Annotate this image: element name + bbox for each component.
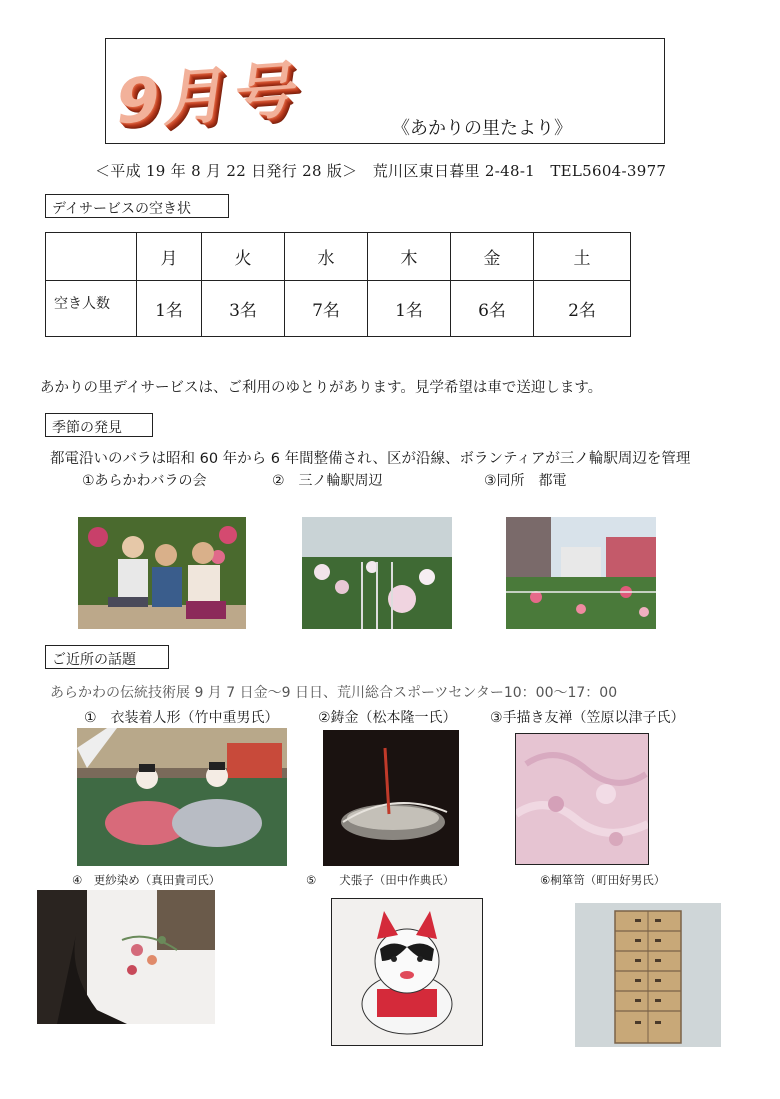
neighborhood-section-title: ご近所の話題 xyxy=(45,645,169,669)
photo-caption: ② 三ノ輪駅周辺 xyxy=(272,473,383,489)
vacancy-cell: 7名 xyxy=(285,281,368,337)
photo-caption: ③手描き友禅（笠原以津子氏） xyxy=(490,710,685,726)
season-section-title: 季節の発見 xyxy=(45,413,153,437)
day-header: 土 xyxy=(534,233,631,281)
day-header: 金 xyxy=(451,233,534,281)
newsletter-name: 《あかりの里たより》 xyxy=(392,118,572,139)
vacancy-cell: 2名 xyxy=(534,281,631,337)
day-header: 木 xyxy=(368,233,451,281)
photo-caption: ⑤ 犬張子（田中作典氏） xyxy=(306,873,455,887)
photo-caption: ①あらかわバラの会 xyxy=(82,473,207,489)
toden-tram-photo xyxy=(506,517,656,629)
photo-caption: ③同所 都電 xyxy=(484,473,567,489)
vacancy-cell: 1名 xyxy=(137,281,202,337)
day-service-section-title: デイサービスの空き状 xyxy=(45,194,229,218)
kiri-chest-photo xyxy=(575,903,721,1047)
costume-doll-photo xyxy=(77,728,287,866)
vacancy-note: あかりの里デイサービスは、ご利用のゆとりがあります。見学希望は車で送迎します。 xyxy=(40,380,603,396)
issue-info: ＜平成 19 年 8 月 22 日発行 28 版＞ 荒川区東日暮里 2-48-1 TEL5604-3977 xyxy=(95,162,667,180)
sarasa-dyeing-photo xyxy=(37,890,215,1024)
vacancy-cell: 6名 xyxy=(451,281,534,337)
inuhariko-dog-photo xyxy=(331,898,483,1046)
vacancy-cell: 1名 xyxy=(368,281,451,337)
vacancy-cell: 3名 xyxy=(202,281,285,337)
day-header: 水 xyxy=(285,233,368,281)
rose-club-photo xyxy=(78,517,246,629)
photo-caption: ① 衣装着人形（竹中重男氏） xyxy=(84,710,279,726)
exhibit-text: あらかわの伝統技術展 9 月 7 日金～9 日日、荒川総合スポーツセンター10：00～17：00 xyxy=(50,685,618,701)
issue-title: 9月号 xyxy=(110,52,309,139)
minowa-roses-photo xyxy=(302,517,452,629)
day-header: 火 xyxy=(202,233,285,281)
vacancy-table xyxy=(45,232,631,337)
vacancy-row-label: 空き人数 xyxy=(46,281,137,337)
photo-caption: ④ 更紗染め（真田貴司氏） xyxy=(72,873,221,887)
photo-caption: ⑥桐箪笥（町田好男氏） xyxy=(540,873,666,887)
day-header: 月 xyxy=(137,233,202,281)
photo-caption: ②鋳金（松本隆一氏） xyxy=(318,710,457,726)
season-text: 都電沿いのバラは昭和 60 年から 6 年間整備され、区が沿線、ボランティアが三ノ輪駅周辺を管理 xyxy=(50,451,691,467)
yuzen-dyeing-photo xyxy=(515,733,649,865)
metal-casting-photo xyxy=(323,730,459,866)
table-corner-cell xyxy=(46,233,137,281)
